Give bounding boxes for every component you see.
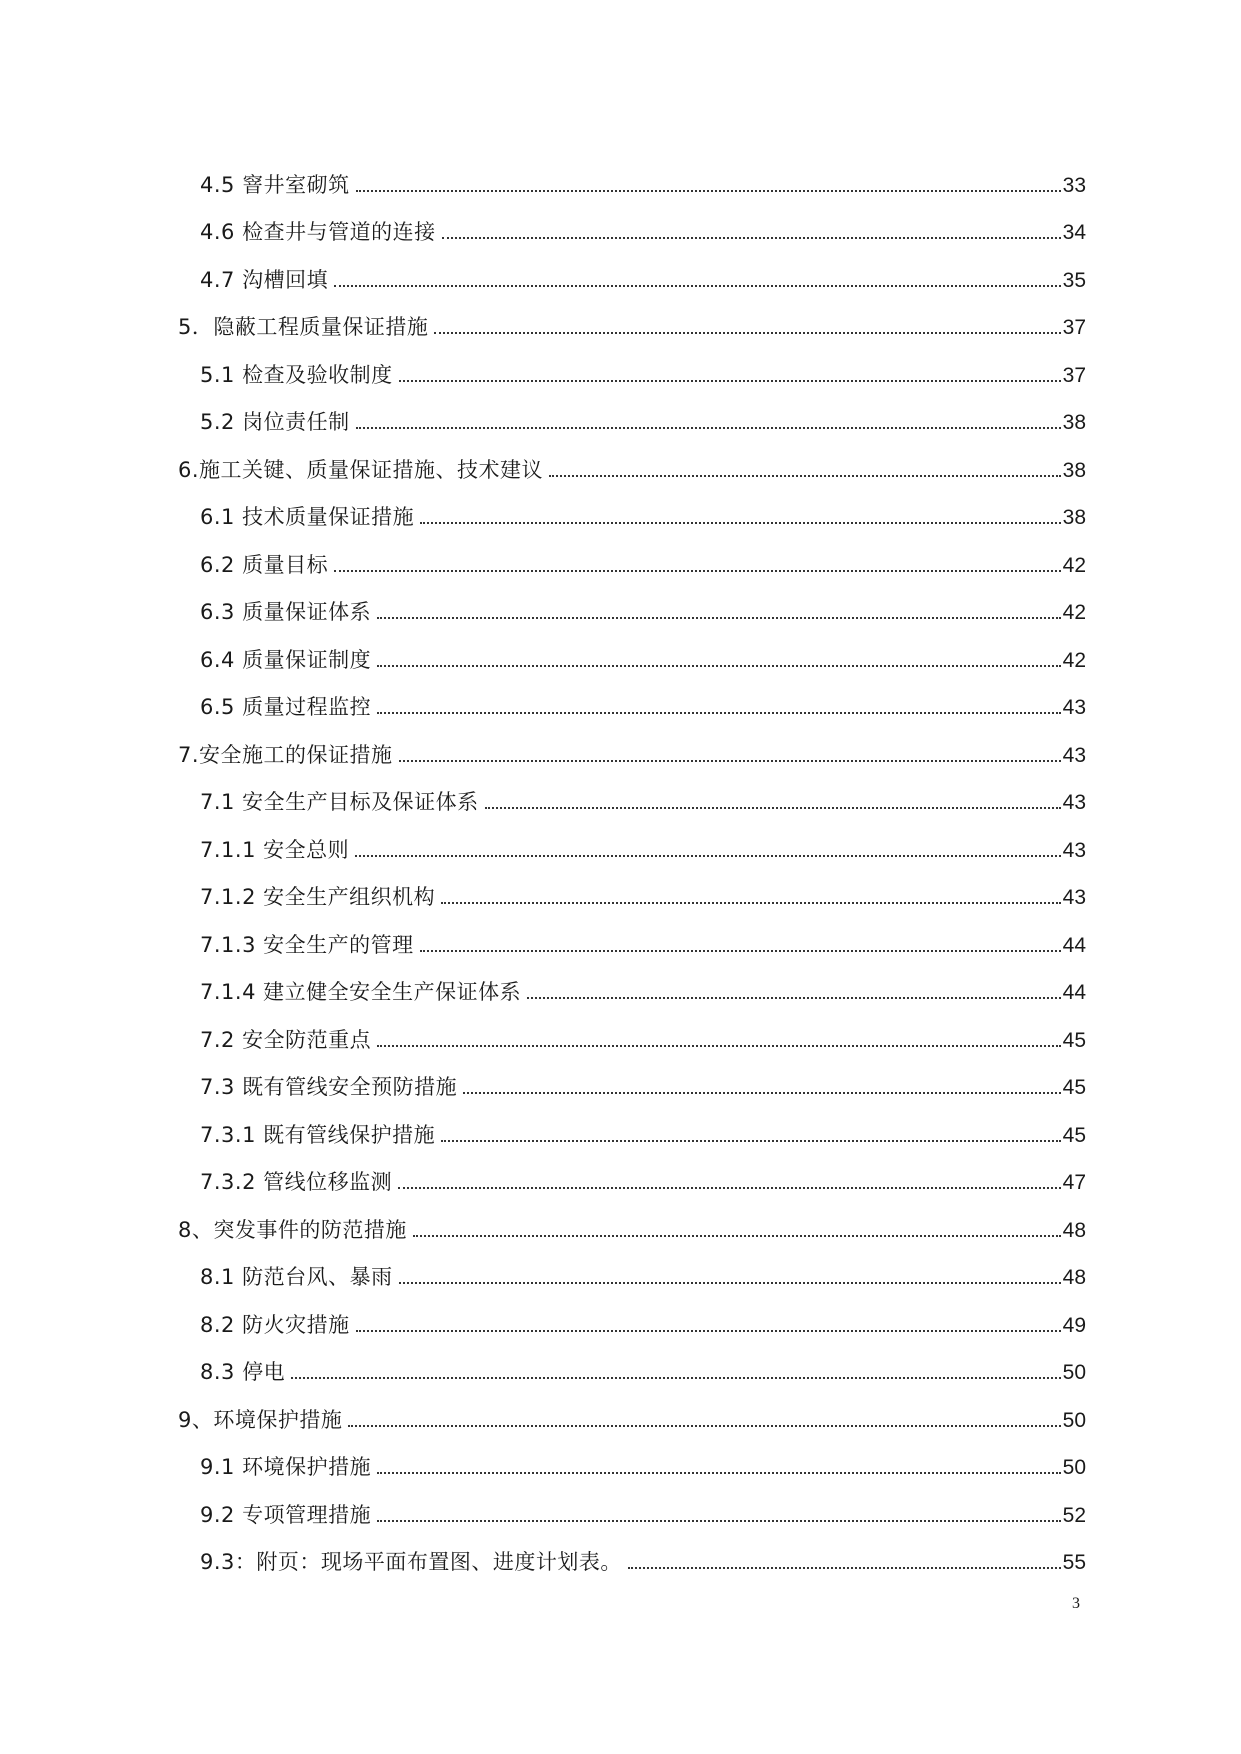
toc-entry[interactable] xyxy=(178,338,1086,386)
toc-entry-page: 43 xyxy=(1062,696,1086,719)
toc-entry-page: 38 xyxy=(1062,458,1086,482)
toc-leader-dots xyxy=(356,427,1061,429)
toc-leader-dots xyxy=(399,1282,1061,1284)
toc-entry-page: 34 xyxy=(1062,221,1086,244)
toc-entry-label: 6.4 质量保证制度 xyxy=(200,647,372,672)
toc-entry[interactable] xyxy=(178,291,1086,339)
toc-entry-page: 37 xyxy=(1062,363,1086,387)
toc-entry-page: 50 xyxy=(1062,1361,1086,1384)
toc-entry-page: 44 xyxy=(1062,981,1086,1004)
toc-entry-page: 44 xyxy=(1062,933,1086,957)
toc-leader-dots xyxy=(377,1045,1061,1047)
toc-entry[interactable] xyxy=(178,148,1086,196)
toc-entry-label: 9.1 环境保护措施 xyxy=(200,1455,372,1479)
toc-entry-page: 45 xyxy=(1062,1123,1086,1147)
toc-leader-dots xyxy=(420,522,1061,524)
toc-entry-label: 7.1.2 安全生产组织机构 xyxy=(200,885,436,909)
toc-entry-page: 47 xyxy=(1062,1171,1086,1194)
toc-leader-dots xyxy=(377,1472,1061,1474)
toc-entry[interactable] xyxy=(178,1383,1086,1431)
toc-entry-page: 37 xyxy=(1062,316,1086,339)
toc-entry[interactable] xyxy=(178,1051,1086,1099)
toc-entry-label: 8、突发事件的防范措施 xyxy=(178,1217,407,1242)
toc-entry-page: 50 xyxy=(1062,1456,1086,1479)
toc-entry-label: 5．隐蔽工程质量保证措施 xyxy=(178,315,429,339)
toc-entry-label: 6.5 质量过程监控 xyxy=(200,695,372,719)
toc-entry-label: 7.3 既有管线安全预防措施 xyxy=(200,1075,458,1099)
toc-entry-page: 50 xyxy=(1062,1408,1086,1432)
page-number: 3 xyxy=(1072,1595,1080,1612)
toc-entry[interactable] xyxy=(178,1241,1086,1289)
toc-entry[interactable] xyxy=(178,528,1086,576)
toc-leader-dots xyxy=(399,380,1061,382)
toc-entry-label: 9.2 专项管理措施 xyxy=(200,1502,372,1527)
toc-entry[interactable] xyxy=(178,1431,1086,1479)
toc-entry-label: 7.3.2 管线位移监测 xyxy=(200,1170,393,1194)
toc-entry[interactable] xyxy=(178,813,1086,861)
toc-leader-dots xyxy=(628,1567,1061,1569)
toc-entry-label: 5.1 检查及验收制度 xyxy=(200,362,393,387)
toc-leader-dots xyxy=(334,285,1061,287)
toc-entry-label: 5.2 岗位责任制 xyxy=(200,410,350,434)
toc-entry-label: 6.1 技术质量保证措施 xyxy=(200,505,415,529)
toc-entry[interactable] xyxy=(178,908,1086,956)
toc-entry[interactable] xyxy=(178,481,1086,529)
toc-entry-label: 4.6 检查井与管道的连接 xyxy=(200,220,436,244)
toc-entry-page: 45 xyxy=(1062,1076,1086,1099)
toc-leader-dots xyxy=(377,712,1061,714)
toc-leader-dots xyxy=(377,1520,1061,1522)
toc-leader-dots xyxy=(441,1140,1061,1142)
toc-entry-page: 43 xyxy=(1062,791,1086,814)
toc-leader-dots xyxy=(527,997,1061,999)
toc-entry-label: 7.1 安全生产目标及保证体系 xyxy=(200,790,479,814)
toc-entry-label: 4.5 窨井室砌筑 xyxy=(200,172,350,197)
toc-leader-dots xyxy=(399,760,1061,762)
toc-leader-dots xyxy=(348,1425,1060,1427)
toc-entry[interactable] xyxy=(178,243,1086,291)
toc-entry[interactable] xyxy=(178,956,1086,1004)
toc-entry-page: 45 xyxy=(1062,1028,1086,1052)
toc-entry-page: 43 xyxy=(1062,743,1086,767)
toc-entry-label: 8.2 防火灾措施 xyxy=(200,1312,350,1337)
toc-leader-dots xyxy=(356,1330,1061,1332)
toc-entry-page: 42 xyxy=(1062,553,1086,577)
toc-entry[interactable] xyxy=(178,766,1086,814)
toc-entry-page: 55 xyxy=(1062,1551,1086,1574)
toc-entry-label: 7.1.4 建立健全安全生产保证体系 xyxy=(200,980,522,1004)
toc-entry-label: 7.3.1 既有管线保护措施 xyxy=(200,1122,436,1147)
toc-entry-label: 7.安全施工的保证措施 xyxy=(178,742,393,767)
toc-entry[interactable] xyxy=(178,433,1086,481)
toc-entry-label: 4.7 沟槽回填 xyxy=(200,267,329,292)
toc-leader-dots xyxy=(420,950,1061,952)
toc-leader-dots xyxy=(463,1092,1061,1094)
toc-entry-page: 52 xyxy=(1062,1503,1086,1527)
toc-leader-dots xyxy=(413,1235,1061,1237)
toc-leader-dots xyxy=(356,190,1061,192)
toc-leader-dots xyxy=(549,475,1061,477)
toc-entry-page: 42 xyxy=(1062,648,1086,672)
toc-leader-dots xyxy=(398,1187,1061,1189)
table-of-contents xyxy=(178,148,1086,1573)
toc-leader-dots xyxy=(377,617,1061,619)
toc-entry-label: 7.1.1 安全总则 xyxy=(200,837,350,862)
toc-entry[interactable] xyxy=(178,1526,1086,1574)
toc-entry-page: 48 xyxy=(1062,1266,1086,1289)
toc-entry-page: 43 xyxy=(1062,886,1086,909)
toc-entry-label: 6.3 质量保证体系 xyxy=(200,600,372,624)
toc-leader-dots xyxy=(355,855,1061,857)
toc-entry[interactable] xyxy=(178,1288,1086,1336)
toc-leader-dots xyxy=(442,237,1061,239)
toc-entry[interactable] xyxy=(178,1003,1086,1051)
toc-entry-label: 9、环境保护措施 xyxy=(178,1407,343,1432)
toc-entry[interactable] xyxy=(178,623,1086,671)
toc-entry[interactable] xyxy=(178,671,1086,719)
toc-entry-page: 48 xyxy=(1062,1218,1086,1242)
toc-entry-page: 38 xyxy=(1062,411,1086,434)
toc-entry-label: 8.1 防范台风、暴雨 xyxy=(200,1265,393,1289)
toc-entry-page: 38 xyxy=(1062,506,1086,529)
toc-entry[interactable] xyxy=(178,1146,1086,1194)
toc-entry-label: 9.3：附页：现场平面布置图、进度计划表。 xyxy=(200,1550,622,1574)
toc-entry-page: 33 xyxy=(1062,173,1086,197)
toc-entry[interactable] xyxy=(178,1478,1086,1526)
toc-entry[interactable] xyxy=(178,196,1086,244)
toc-leader-dots xyxy=(434,332,1060,334)
toc-entry[interactable] xyxy=(178,576,1086,624)
toc-entry-label: 6.施工关键、质量保证措施、技术建议 xyxy=(178,457,544,482)
toc-entry[interactable] xyxy=(178,1193,1086,1241)
toc-leader-dots xyxy=(377,665,1061,667)
toc-entry-label: 7.1.3 安全生产的管理 xyxy=(200,932,414,957)
toc-entry-label: 8.3 停电 xyxy=(200,1360,286,1384)
toc-entry-page: 42 xyxy=(1062,601,1086,624)
toc-entry-page: 49 xyxy=(1062,1313,1086,1337)
toc-entry-page: 35 xyxy=(1062,268,1086,292)
toc-entry[interactable] xyxy=(178,861,1086,909)
toc-leader-dots xyxy=(485,807,1061,809)
toc-entry[interactable] xyxy=(178,386,1086,434)
toc-entry[interactable] xyxy=(178,718,1086,766)
toc-entry-label: 6.2 质量目标 xyxy=(200,552,329,577)
toc-entry-label: 7.2 安全防范重点 xyxy=(200,1027,372,1052)
toc-entry-page: 43 xyxy=(1062,838,1086,862)
toc-leader-dots xyxy=(291,1377,1061,1379)
toc-entry[interactable] xyxy=(178,1098,1086,1146)
toc-entry[interactable] xyxy=(178,1336,1086,1384)
toc-leader-dots xyxy=(334,570,1061,572)
toc-leader-dots xyxy=(441,902,1061,904)
